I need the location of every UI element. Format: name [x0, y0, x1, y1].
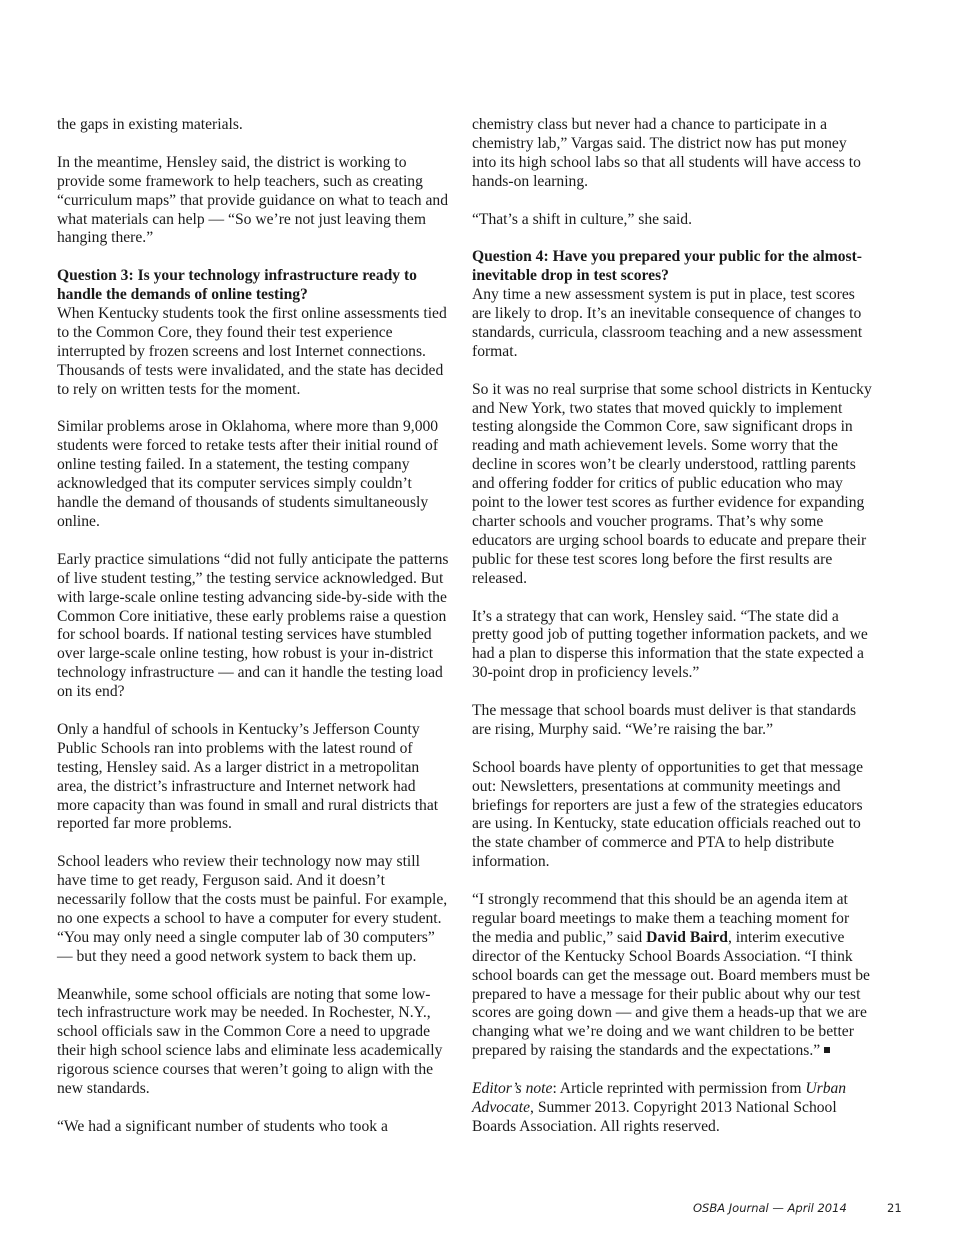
quote-paragraph [472, 891, 872, 1061]
end-mark-icon [824, 1047, 830, 1053]
page-number: 21 [887, 1201, 902, 1215]
editors-note-text: : Article reprinted with permission from [552, 1080, 806, 1098]
left-column [57, 116, 449, 1156]
paragraph: School boards have plenty of opportunities to get that message out: Newsletters, presentations at community meetings and briefings for reporters are just a few of the strategies educators are using. In Kentucky, state education officials reached out to the state chamber of commerce and PTA to help distribute information. [472, 758, 864, 871]
paragraph: Similar problems arose in Oklahoma, where more than 9,000 students were forced to retake tests after their initial round of online testing failed. In a statement, the testing company acknowledged that its computer services simply couldn’t handle the demand of thousands of students simultaneously online. [57, 418, 439, 530]
editors-note-text: , Summer 2013. Copyright 2013 National School Boards Association. All rights reserved. [472, 1099, 837, 1135]
paragraph: Any time a new assessment system is put in place, test scores are likely to drop. It’s an inevitable consequence of changes to standards, curricula, classroom teaching and a new assessment format. [472, 286, 863, 360]
right-column [472, 116, 872, 1156]
quote-text: “I strongly recommend that this should be an agenda item at regular board meetings to make them a teaching moment for the media and public,” said [472, 891, 850, 946]
paragraph: In the meantime, Hensley said, the district is working to provide some framework to help teachers, such as creating “curriculum maps” that provide guidance on what to teach and what materials can help — “So we’re not just leaving them hanging there.” [57, 153, 449, 247]
paragraph: the gaps in existing materials. [57, 116, 243, 133]
paragraph: Meanwhile, some school officials are noting that some low-tech infrastructure work may be needed. In Rochester, N.Y., school officials saw in the Common Core a need to upgrade their high school science labs and eliminate less academically rigorous science courses that weren’t going to align with the new standards. [57, 985, 443, 1098]
paragraph: When Kentucky students took the first online assessments tied to the Common Core, they found their test experience interrupted by frozen screens and lost Internet connections. Thousands of tests were invalidated, and the state has decided to rely on written tests for the moment. [57, 305, 447, 398]
journal-title: OSBA Journal — April 2014 [693, 1201, 847, 1215]
paragraph: The message that school boards must deliver is that standards are rising, Murphy said. “We’re raising the bar.” [472, 702, 857, 738]
paragraph: Only a handful of schools in Kentucky’s Jefferson County Public Schools ran into problems with the latest round of testing, Hensley said. As a larger district in a metropolitan area, the district’s infrastructure and Internet network had more capacity than was found in small and rural districts that reported far more problems. [57, 720, 439, 833]
quote-text: , interim executive director of the Kentucky School Boards Association. “I think school boards can get the message out. Board members must be prepared to have a message for their public about why our test scores are going down — and give them a heads-up that we are changing what we’re doing and we want children to be better prepared by raising the standards and the expectations.” [472, 928, 870, 1060]
editors-note-label: Editor’s note [472, 1080, 553, 1098]
paragraph: Early practice simulations “did not fully anticipate the patterns of live student testing,” the testing service acknowledged. But with large-scale online testing advancing side-by-side with the Common Core initiative, these early problems raise a question for school boards. If national testing services have stumbled over large-scale online testing, how robust is your in-district technology infrastructure — and can it handle the testing load on its end? [57, 550, 449, 701]
question-3-heading: Question 3: Is your technology infrastructure ready to handle the demands of online testing? [57, 267, 417, 304]
paragraph: School leaders who review their technology now may still have time to get ready, Ferguson said. And it doesn’t necessarily follow that the costs must be painful. For example, no one expects a school to have a computer for every student. “You may only need a single computer lab of 30 computers” — but they need a good network system to back them up. [57, 853, 448, 965]
paragraph: chemistry class but never had a chance to participate in a chemistry lab,” Vargas said. The district now has put money into its high school labs so that all students will have access to hands-on learning. [472, 116, 861, 190]
question-4-heading: Question 4: Have you prepared your public for the almost-inevitable drop in test scores? [472, 248, 863, 285]
source-publication: Urban Advocate [472, 1080, 847, 1116]
paragraph: It’s a strategy that can work, Hensley said. “The state did a pretty good job of putting together information packets, and we had a plan to disperse this information that the state expected a 30-point drop in proficiency levels.” [472, 607, 868, 682]
paragraph: So it was no real surprise that some school districts in Kentucky and New York, two states that moved quickly to implement testing alongside the Common Core, saw significant drops in reading and math achievement levels. Some worry that the decline in scores won’t be clearly understood, rattling parents and offering fodder for critics of public education who may point to the lower test scores as further evidence for expanding charter schools and voucher programs. That’s why some educators are urging school boards to educate and prepare their public for these test scores long before the first results are released. [472, 380, 872, 587]
paragraph: “We had a significant number of students who took a [57, 1117, 388, 1135]
editors-note [472, 1080, 872, 1137]
speaker-name: David Baird [646, 928, 728, 946]
paragraph: “That’s a shift in culture,” she said. [472, 210, 692, 228]
